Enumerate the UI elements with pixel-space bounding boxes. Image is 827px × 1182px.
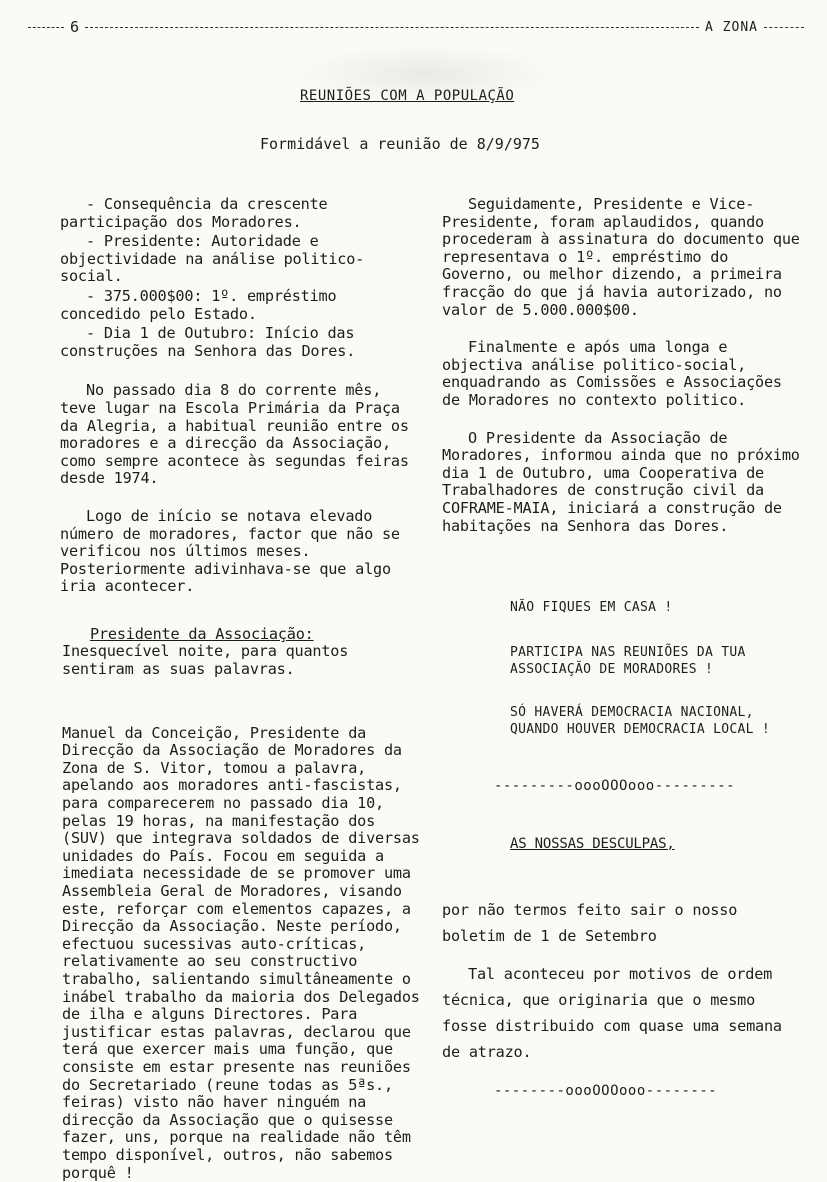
spacer <box>442 319 802 339</box>
spacer <box>442 535 802 599</box>
apology-text: Tal aconteceu por motivos de ordem técnica, que originaria que o mesmo fosse distribuido com quase uma semana de atrazo. <box>442 965 782 1062</box>
paragraph: Logo de início se notava elevado número de moradores, factor que não se verificou nos últimos meses. Posteriormente adivinhava-se que algo iria acontecer. <box>60 506 400 596</box>
header-rule-left <box>28 27 64 28</box>
section-heading: Presidente da Associação: <box>90 624 314 643</box>
spacer <box>442 796 802 836</box>
notice-text: SÓ HAVERÁ DEMOCRACIA NACIONAL, QUANDO HOUVER DEMOCRACIA LOCAL ! <box>510 705 771 738</box>
spacer <box>442 949 802 961</box>
paragraph: O Presidente da Associação de Moradores, informou ainda que no próximo dia 1 de Outubro, uma Cooperativa de Trabalhadores de construção civil da COFRAME-MAIA, iniciará a construção de habitações na Senhora das Dores. <box>442 428 800 535</box>
bullet-item: - Consequência da crescente participação dos Moradores. <box>60 195 328 231</box>
spacer <box>442 853 802 897</box>
paragraph: Finalmente e após uma longa e objectiva análise politico-social, enquadrando as Comissões e Associações de Moradores no contexto politico. <box>442 338 782 409</box>
notice-text: NÃO FIQUES EM CASA ! <box>510 600 673 616</box>
spacer <box>442 616 802 644</box>
section-subheading: Inesquecível noite, para quantos sentiram as suas palavras. <box>62 642 349 679</box>
article-subtitle: Formidável a reunião de 8/9/975 <box>260 135 540 153</box>
page-number: 6 <box>70 18 80 36</box>
paragraph: No passado dia 8 do corrente mês, teve lugar na Escola Primária da Praça da Alegria, a habitual reunião entre os moradores e a direcção da Associação, como sempre acontece às segundas feiras desde 1974. <box>60 381 409 488</box>
paragraph: Seguidamente, Presidente e Vice-Presidente, foram aplaudidos, quando procederam à assinatura do documento que representava o 1º. empréstimo do Governo, ou melhor dizendo, a primeira fracção do que já havia autorizado, no valor de 5.000.000$00. <box>442 195 800 319</box>
spacer <box>60 488 420 508</box>
apology-text: por não termos feito sair o nosso boletim de 1 de Setembro <box>442 901 738 946</box>
spacer <box>60 596 420 622</box>
right-column <box>442 196 802 1101</box>
notice-text: PARTICIPA NAS REUNIÕES DA TUA ASSOCIAÇÃO DE MORADORES ! <box>510 645 746 678</box>
bullet-item: - Presidente: Autoridade e objectividade na análise politico-social. <box>60 232 365 286</box>
separator: --------oooOOOooo-------- <box>494 1083 718 1100</box>
publication-name: A ZONA <box>705 19 758 35</box>
spacer <box>442 678 802 704</box>
spacer <box>60 362 420 382</box>
left-column <box>60 196 420 1182</box>
spacer <box>442 410 802 430</box>
article-title: REUNIÕES COM A POPULAÇÃO <box>300 88 515 104</box>
paragraph: Manuel da Conceição, Presidente da Direcção da Associação de Moradores da Zona de S. Vitor, tomou a palavra, apelando aos moradores anti-fascistas, para comparecerem no passado dia 10, pelas 19 horas, na manifestação dos (SUV) que integrava soldados de diversas unidades do País. Focou em seguida a imediata necessidade de se promover uma Assembleia Geral de Moradores, visando este, reforçar com elementos capazes, a Direcção da Associação. Neste período, efectuou sucessivas auto-críticas, relativamente ao seu constructivo trabalho, salientando simultâneamente o inábel trabalho da maioria dos Delegados de ilha e alguns Directores. Para justificar estas palavras, declarou que terá que exercer mais uma função, que consiste em estar presente nas reuniões do Secretariado (reune todas as 5ªs., feiras) visto não haver ninguém na direcção da Associação que o quisesse fazer, uns, porque na realidade não têm tempo disponível, outros, não sabemos porquê ! <box>62 723 420 1182</box>
bullet-item: - Dia 1 de Outubro: Início das construções na Senhora das Dores. <box>60 324 356 360</box>
spacer <box>442 738 802 778</box>
apology-heading: AS NOSSAS DESCULPAS, <box>510 835 675 852</box>
header-rule-right <box>764 27 804 28</box>
header-rule <box>85 27 699 28</box>
spacer <box>60 679 420 725</box>
separator: ---------oooOOOooo--------- <box>494 778 736 795</box>
bullet-item: - 375.000$00: 1º. empréstimo concedido pelo Estado. <box>60 286 337 323</box>
page-header <box>28 16 804 38</box>
spacer <box>442 1065 802 1083</box>
